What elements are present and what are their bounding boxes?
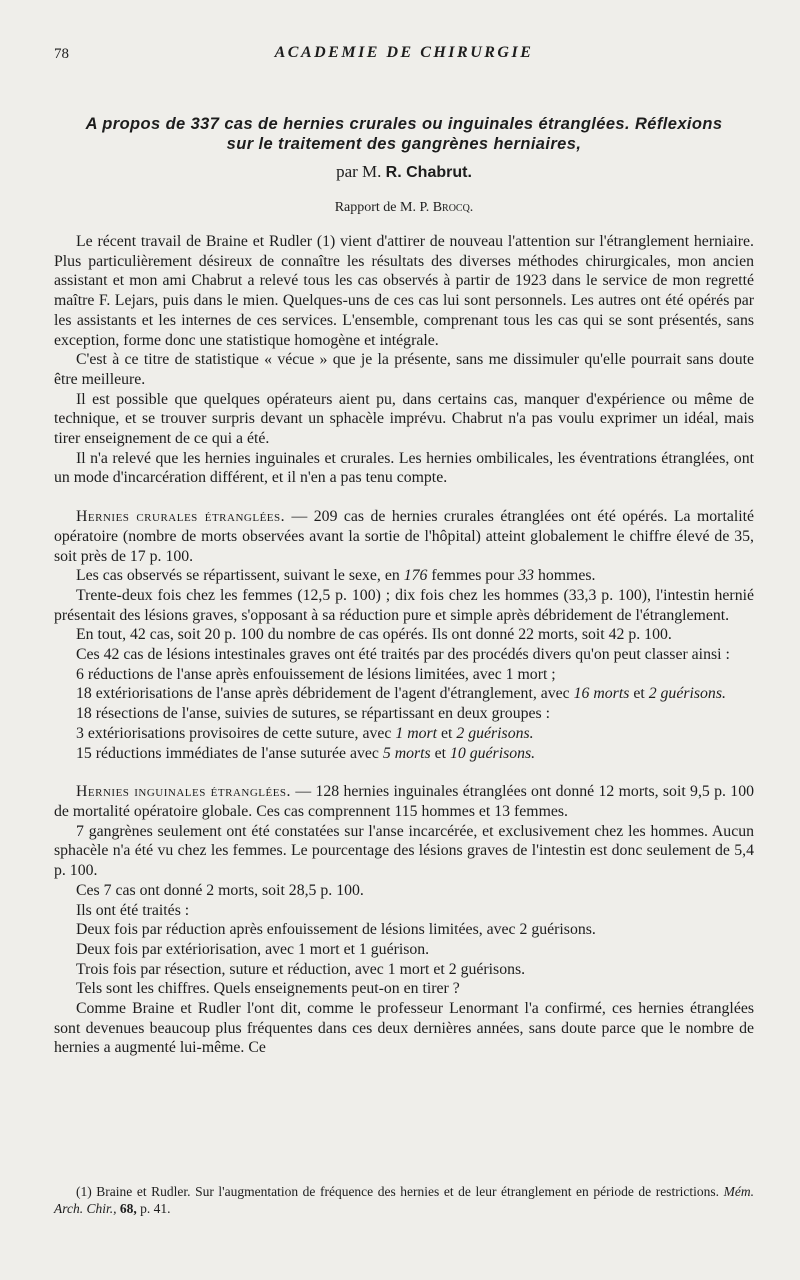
inguinales-paragraph-3: Ces 7 cas ont donné 2 morts, soit 28,5 p. 100. <box>76 881 364 899</box>
crurales-list-item-4: 3 extériorisations provisoires de cette suture, avec 1 mort et 2 guérisons. <box>76 724 534 742</box>
intro-paragraph-3: Il est possible que quelques opérateurs aient pu, dans certains cas, manquer d'expérience ou même de technique, et se trouver surpris devant un sphacèle imprévu. Chabrut n'a pas voulu exprimer un idéal, mais tirer enseignement de ce qui a été. <box>54 390 754 448</box>
inguinales-list-item-1: Deux fois par réduction après enfouissement de lésions limitées, avec 2 guérisons. <box>76 921 596 939</box>
page <box>54 40 754 1058</box>
section-heading-inguinales: Hernies inguinales étranglées. <box>76 783 291 801</box>
reporter-name: Brocq. <box>432 200 474 215</box>
intro-paragraph-2: C'est à ce titre de statistique « vécue » que je la présente, sans me dissimuler qu'elle pourrait sans doute être meilleure. <box>54 351 754 388</box>
crurales-paragraph-2: Les cas observés se répartissent, suivant le sexe, en 176 femmes pour 33 hommes. <box>76 567 596 585</box>
crurales-list-item-5: 15 réductions immédiates de l'anse suturée avec 5 morts et 10 guérisons. <box>76 744 536 762</box>
footnote-journal: Mém. Arch. Chir., <box>54 1184 755 1216</box>
footnote-volume: 68, <box>119 1201 137 1216</box>
inguinales-paragraph-6: Comme Braine et Rudler l'ont dit, comme le professeur Lenormant l'a confirmé, ces hernies étranglées sont devenues beaucoup plus fréquentes dans ces deux dernières années, sans doute parce que le nombre de hernies a augmenté lui-même. Ce <box>54 1000 754 1057</box>
footnote: (1) Braine et Rudler. Sur l'augmentation de fréquence des hernies et de leur étranglement en période de restrictions. Mém. Arch. Chir., 68, p. 41. <box>54 1184 755 1216</box>
inguinales-paragraph-5: Tels sont les chiffres. Quels enseignements peut-on en tirer ? <box>76 980 460 998</box>
intro-paragraph-1: Le récent travail de Braine et Rudler (1) vient d'attirer de nouveau l'attention sur l'étranglement herniaire. Plus particulièrement désireux de connaître les résultats des diverses méthodes chirurgicales, mon ancien assistant et mon ami Chabrut a relevé tous les cas observés à partir de 1923 dans le service de mon regretté maître F. Lejars, puis dans le mien. Quelques-uns de ces cas lui sont personnels. Les autres ont été opérés par les assistants et les internes de ces services. L'ensemble, comprenant tous les cas qui se sont présentés, sans exception, forme donc une statistique homogène et intégrale. <box>54 233 754 349</box>
report-prefix: Rapport de M. P. <box>334 200 430 215</box>
inguinales-list-item-3: Trois fois par résection, suture et réduction, avec 1 mort et 2 guérisons. <box>76 960 526 978</box>
crurales-paragraph-3: Trente-deux fois chez les femmes (12,5 p. 100) ; dix fois chez les hommes (33,3 p. 100), l'intestin hernié présentait des lésions graves, s'opposant à sa réduction pure et simple après débridement de l'étranglement. <box>54 586 754 624</box>
inguinales-paragraph-1: Hernies inguinales étranglées. — 128 hernies inguinales étranglées ont donné 12 morts, soit 9,5 p. 100 de mortalité opératoire globale. Ces cas comprennent 115 hommes et 13 femmes. <box>54 783 754 820</box>
article-body <box>54 232 754 1058</box>
inguinales-paragraph-2: 7 gangrènes seulement ont été constatées sur l'anse incarcérée, et exclusivement chez les hommes. Aucun sphacèle n'a été vu chez les femmes. Le pourcentage des lésions graves de l'intestin est donc seulement de 5,4 p. 100. <box>54 822 754 880</box>
inguinales-paragraph-4: Ils ont été traités : <box>76 901 190 919</box>
intro-paragraph-4: Il n'a relevé que les hernies inguinales et crurales. Les hernies ombilicales, les éventrations étranglées, ont un mode d'incarcération différent, et il n'en a pas tenu compte. <box>54 449 754 487</box>
author-prefix: par M. <box>336 162 382 181</box>
report-line <box>54 200 754 216</box>
author-line <box>54 162 754 182</box>
section-heading-crurales: Hernies crurales étranglées. <box>76 508 286 526</box>
article-heading <box>54 114 754 216</box>
crurales-paragraph-1: Hernies crurales étranglées. — 209 cas de hernies crurales étranglées ont été opérés. La mortalité opératoire (nombre de morts observées avant la sortie de l'hôpital) atteint globalement le chiffre élevé de 35, soit près de 17 p. 100. <box>54 508 755 565</box>
journal-title: ACADEMIE DE CHIRURGIE <box>274 44 534 61</box>
crurales-list-item-2: 18 extériorisations de l'anse après débridement de l'agent d'étranglement, avec 16 morts et 2 guérisons. <box>76 685 726 703</box>
crurales-paragraph-4: En tout, 42 cas, soit 20 p. 100 du nombre de cas opérés. Ils ont donné 22 morts, soit 42 p. 100. <box>76 626 672 644</box>
article-title: A propos de 337 cas de hernies crurales ou inguinales étranglées. Réflexions sur le traitement des gangrènes herniaires, <box>85 115 723 153</box>
crurales-list-item-3: 18 résections de l'anse, suivies de sutures, se répartissant en deux groupes : <box>76 705 550 723</box>
page-number: 78 <box>54 46 69 62</box>
crurales-paragraph-5: Ces 42 cas de lésions intestinales graves ont été traités par des procédés divers qu'on peut classer ainsi : <box>76 646 730 664</box>
crurales-list-item-1: 6 réductions de l'anse après enfouissement de lésions limitées, avec 1 mort ; <box>76 665 556 683</box>
author-name: R. Chabrut. <box>385 164 472 181</box>
inguinales-list-item-2: Deux fois par extériorisation, avec 1 mort et 1 guérison. <box>76 940 430 958</box>
running-header <box>54 40 754 68</box>
